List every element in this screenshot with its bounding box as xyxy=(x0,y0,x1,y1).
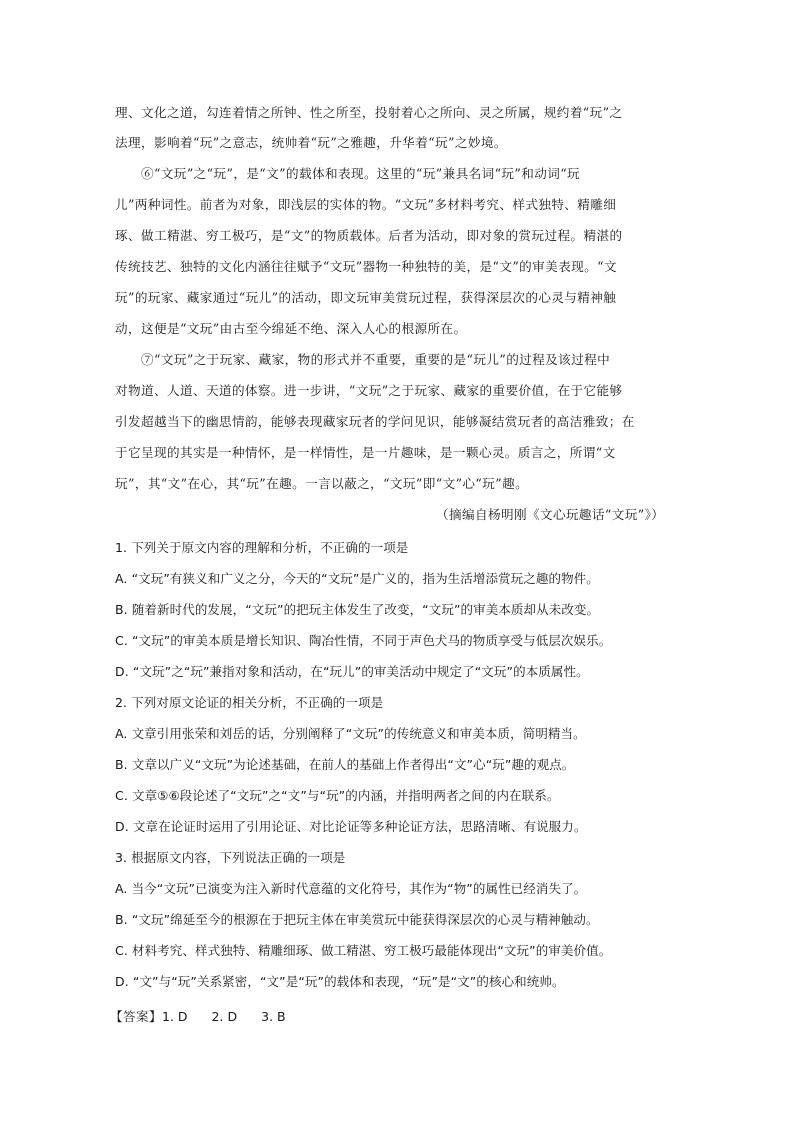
passage-line: 玩”的玩家、藏家通过“玩儿”的活动，即文玩审美赏玩过程，获得深层次的心灵与精神触 xyxy=(115,290,617,305)
passage-line: 法理，影响着“玩”之意志，统帅着“玩”之雅趣，升华着“玩”之妙境。 xyxy=(115,135,507,150)
answer-item: 2. D xyxy=(211,1009,238,1024)
passage-line: 对物道、人道、天道的体察。进一步讲，“文玩”之于玩家、藏家的重要价值，在于它能够 xyxy=(115,383,623,398)
question-option: B. 文章以广义“文玩”为论述基础，在前人的基础上作者得出“文”心“玩”趣的观点。 xyxy=(115,757,575,772)
passage-line: 引发超越当下的幽思情韵，能够表现藏家玩者的学问见识，能够凝结赏玩者的高洁雅致；在 xyxy=(115,414,635,429)
question-option: C. 材料考究、样式独特、精雕细琢、做工精湛、穷工极巧最能体现出“文玩”的审美价值。 xyxy=(115,943,612,958)
question-option: D. 文章在论证时运用了引用论证、对比论证等多种论证方法，思路清晰、有说服力。 xyxy=(115,819,587,834)
answer-label: 【答案】 xyxy=(110,1009,163,1024)
question-option: C. “文玩”的审美本质是增长知识、陶冶性情，不同于声色犬马的物质享受与低层次娱乐。 xyxy=(115,633,612,648)
answer-item: 3. B xyxy=(261,1009,286,1024)
question-stem: 3. 根据原文内容，下列说法正确的一项是 xyxy=(115,850,346,865)
passage-line: 玩”，其“文”在心，其“玩”在趣。一言以蔽之，“文玩”即“文”心“玩”趣。 xyxy=(115,476,529,491)
question-option: A. 当今“文玩”已演变为注入新时代意蕴的文化符号，其作为“物”的属性已经消失了。 xyxy=(115,881,587,896)
question-option: D. “文”与“玩”关系紧密，“文”是“玩”的载体和表现，“玩”是“文”的核心和统帅。 xyxy=(115,974,565,989)
question-option: A. “文玩”有狭义和广义之分，今天的“文玩”是广义的，指为生活增添赏玩之趣的物件。 xyxy=(115,571,599,586)
question-option: B. “文玩”绵延至今的根源在于把玩主体在审美赏玩中能获得深层次的心灵与精神触动。 xyxy=(115,912,599,927)
passage-line: 琢、做工精湛、穷工极巧，是“文”的物质载体。后者为活动，即对象的赏玩过程。精湛的 xyxy=(115,228,623,243)
answer-line xyxy=(110,1007,286,1025)
question-option: D. “文玩”之“玩”兼指对象和活动，在“玩儿”的审美活动中规定了“文玩”的本质属性。 xyxy=(115,664,589,679)
passage-line: 儿”两种词性。前者为对象，即浅层的实体的物。“文玩”多材料考究、样式独特、精雕细 xyxy=(115,197,617,212)
question-option: C. 文章⑤⑥段论述了“文玩”之“文”与“玩”的内涵，并指明两者之间的内在联系。 xyxy=(115,788,560,803)
passage-line: 于它呈现的其实是一种情怀，是一样情性，是一片趣味，是一颗心灵。质言之，所谓“文 xyxy=(115,445,616,460)
passage-line: 动，这便是“文玩”由古至今绵延不绝、深入人心的根源所在。 xyxy=(115,321,467,336)
passage-line: 传统技艺、独特的文化内涵往往赋予“文玩”器物一种独特的美，是“文”的审美表现。“文 xyxy=(115,259,617,274)
passage-line: ⑦“文玩”之于玩家、藏家，物的形式并不重要，重要的是“玩儿”的过程及该过程中 xyxy=(141,352,611,367)
question-stem: 2. 下列对原文论证的相关分析，不正确的一项是 xyxy=(115,695,384,710)
passage-line: 理、文化之道，勾连着情之所钟、性之所至，投射着心之所向、灵之所属，规约着“玩”之 xyxy=(115,105,623,120)
question-stem: 1. 下列关于原文内容的理解和分析，不正确的一项是 xyxy=(115,540,409,555)
passage-line: ⑥“文玩”之“玩”，是“文”的载体和表现。这里的“玩”兼具名词“玩”和动词“玩 xyxy=(141,166,581,181)
passage-source: （摘编自杨明刚《文心玩趣话“文玩”》） xyxy=(436,507,665,522)
question-option: A. 文章引用张荣和刘岳的话，分别阐释了“文玩”的传统意义和审美本质，简明精当。 xyxy=(115,726,586,741)
question-option: B. 随着新时代的发展，“文玩”的把玩主体发生了改变，“文玩”的审美本质却从未改变。 xyxy=(115,602,600,617)
answer-item: 1. D xyxy=(162,1009,188,1024)
